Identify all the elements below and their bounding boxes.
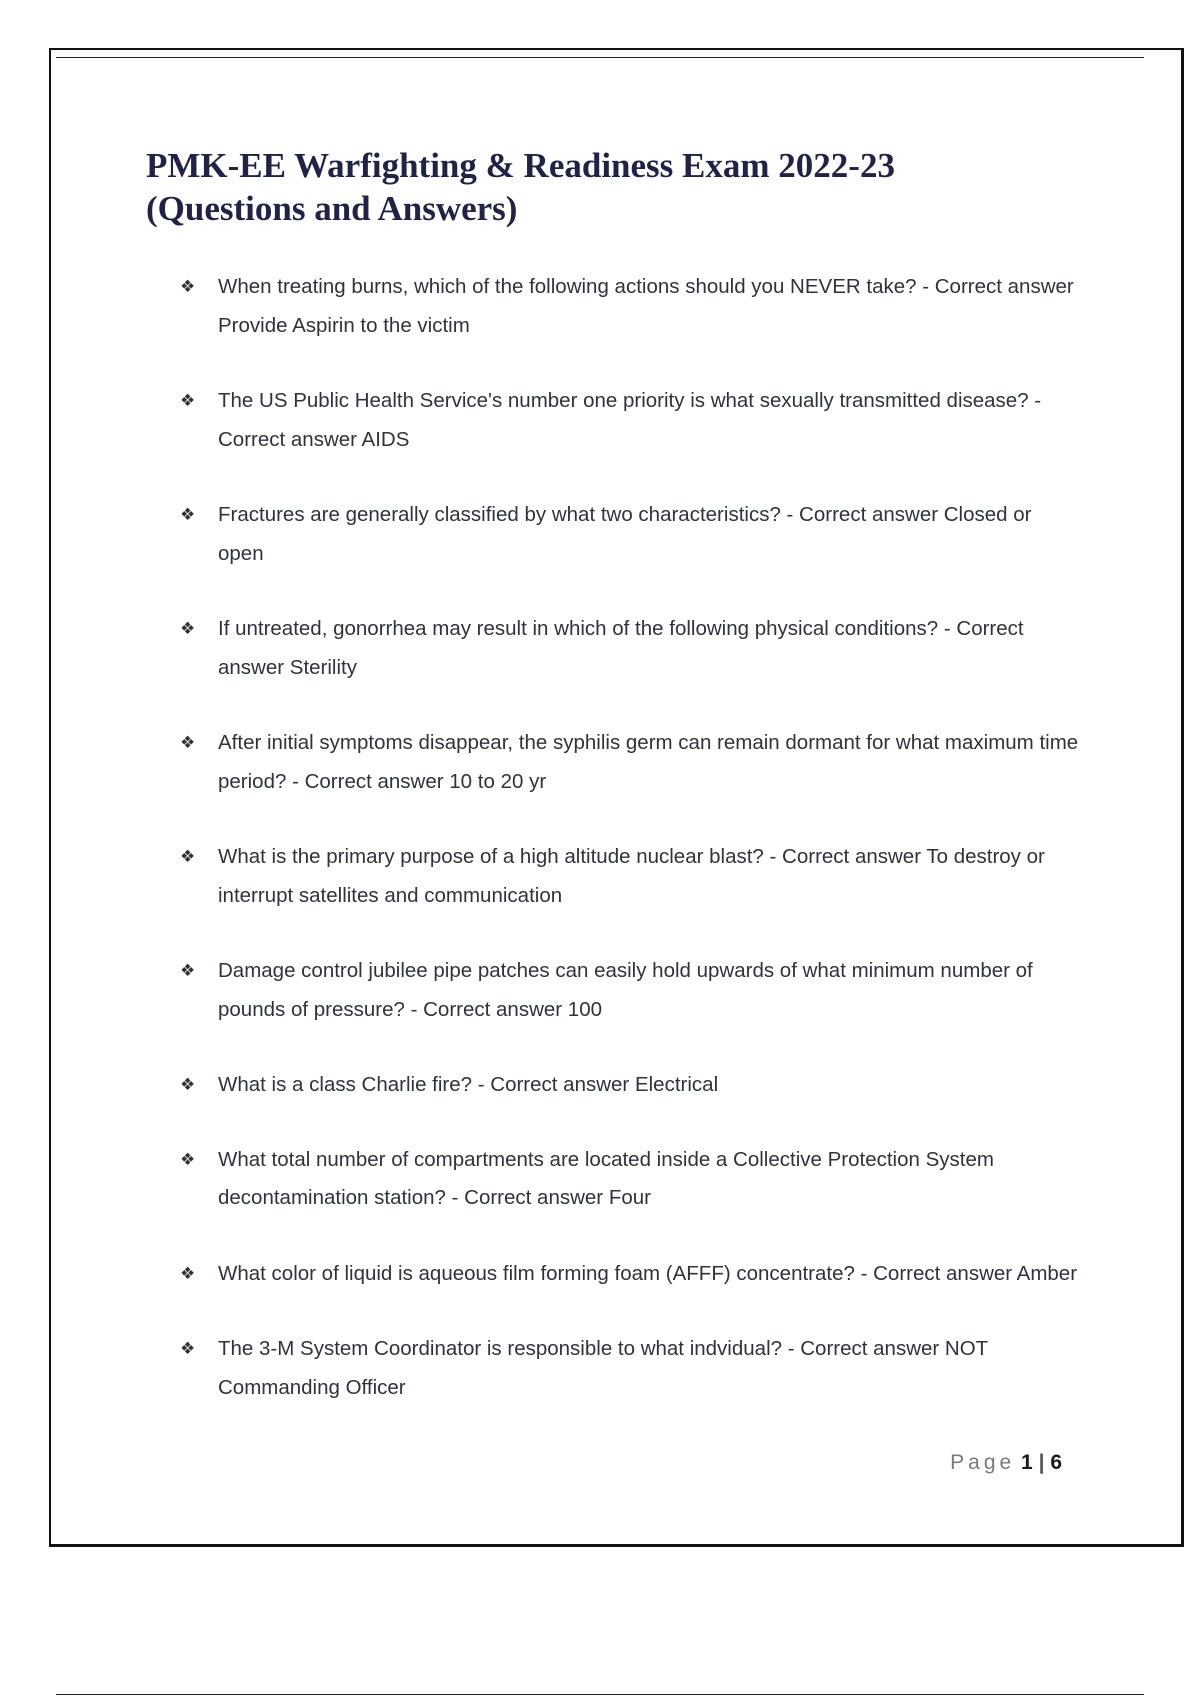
question-item	[180, 724, 1080, 801]
question-text: Fractures are generally classified by what two characteristics? - Correct answer Closed or open	[218, 503, 1032, 565]
question-item	[180, 1255, 1080, 1294]
question-item	[180, 1141, 1080, 1218]
question-text: After initial symptoms disappear, the syphilis germ can remain dormant for what maximum time period? - Correct answer 10 to 20 yr	[218, 731, 1079, 793]
question-text: What total number of compartments are located inside a Collective Protection System decontamination station? - Correct answer Four	[218, 1147, 994, 1209]
four-diamond-bullet-icon: ❖	[180, 1263, 196, 1284]
document-title-line-1: PMK-EE Warfighting & Readiness Exam 2022-23	[146, 146, 895, 185]
four-diamond-bullet-icon: ❖	[180, 1075, 196, 1095]
page-word: Page	[950, 1451, 1016, 1474]
question-item	[180, 1330, 1080, 1407]
question-text: What color of liquid is aqueous film forming foam (AFFF) concentrate? - Correct answer Amber	[218, 1261, 1078, 1285]
question-item	[180, 496, 1080, 573]
four-diamond-bullet-icon: ❖	[180, 619, 196, 639]
question-text: The 3-M System Coordinator is responsible to what indvidual? - Correct answer NOT Commanding Officer	[218, 1337, 988, 1399]
current-page: 1	[1021, 1451, 1033, 1474]
question-text: What is a class Charlie fire? - Correct answer Electrical	[218, 1073, 719, 1096]
total-pages: 6	[1050, 1451, 1062, 1474]
question-text: If untreated, gonorrhea may result in which of the following physical conditions? - Correct answer Sterility	[218, 617, 1024, 679]
question-list	[180, 268, 1080, 1444]
question-item	[180, 1066, 1080, 1105]
question-text: The US Public Health Service's number one priority is what sexually transmitted disease? - Correct answer AIDS	[218, 389, 1042, 451]
question-text: Damage control jubilee pipe patches can easily hold upwards of what minimum number of pounds of pressure? - Correct answer 100	[218, 959, 1033, 1021]
four-diamond-bullet-icon: ❖	[180, 1149, 196, 1170]
page-separator: |	[1038, 1451, 1045, 1474]
question-item	[180, 952, 1080, 1029]
question-text: What is the primary purpose of a high altitude nuclear blast? - Correct answer To destroy or interrupt satellites and communication	[218, 845, 1045, 907]
four-diamond-bullet-icon: ❖	[180, 391, 196, 411]
bottom-rule	[56, 1694, 1144, 1695]
page-number	[950, 1451, 1062, 1475]
document-title	[146, 144, 1046, 230]
four-diamond-bullet-icon: ❖	[180, 1339, 196, 1359]
question-text: When treating burns, which of the following actions should you NEVER take? - Correct answer Provide Aspirin to the victim	[218, 275, 1074, 337]
four-diamond-bullet-icon: ❖	[180, 961, 196, 981]
four-diamond-bullet-icon: ❖	[180, 847, 196, 867]
question-item	[180, 268, 1080, 345]
four-diamond-bullet-icon: ❖	[180, 733, 196, 753]
document-title-line-2: (Questions and Answers)	[146, 189, 518, 228]
four-diamond-bullet-icon: ❖	[180, 277, 196, 297]
question-item	[180, 610, 1080, 687]
question-item	[180, 382, 1080, 459]
question-item	[180, 838, 1080, 915]
four-diamond-bullet-icon: ❖	[180, 505, 196, 525]
